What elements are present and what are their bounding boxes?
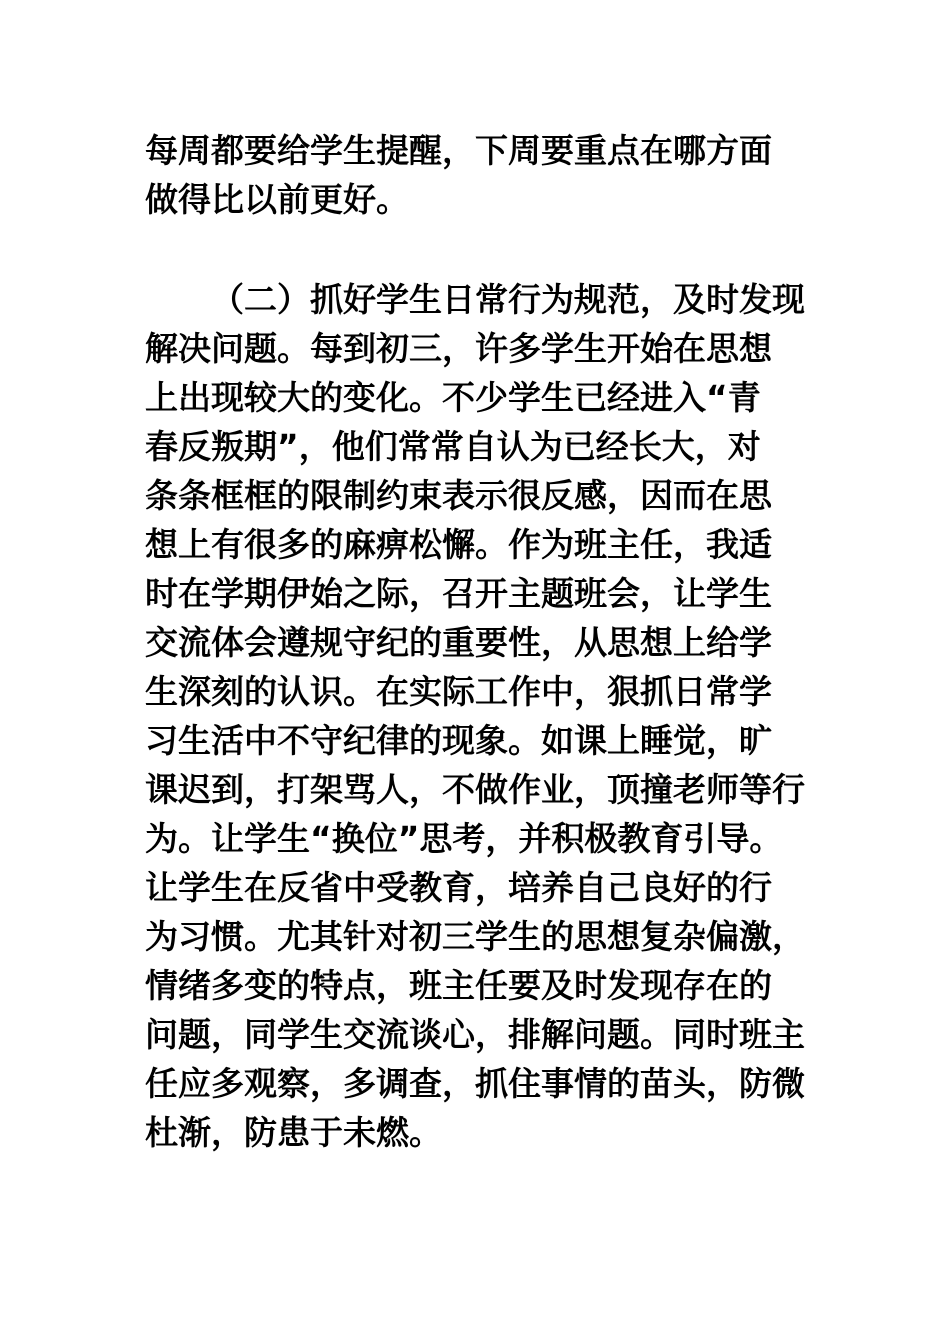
text-line: 条条框框的限制约束表示很反感，因而在思 xyxy=(145,476,772,515)
text-line: 情绪多变的特点，班主任要及时发现存在的 xyxy=(145,966,772,1005)
text-line: 任应多观察，多调查，抓住事情的苗头，防微 xyxy=(145,1064,805,1103)
text-line: 为习惯。尤其针对初三学生的思想复杂偏激， xyxy=(145,917,805,956)
text-line: 问题，同学生交流谈心，排解问题。同时班主 xyxy=(145,1015,805,1054)
text-line: （二）抓好学生日常行为规范，及时发现 xyxy=(211,280,805,319)
text-line: 为。让学生“换位”思考，并积极教育引导。 xyxy=(145,819,783,858)
text-line: 杜渐，防患于未燃。 xyxy=(145,1113,442,1152)
text-line: 课迟到，打架骂人，不做作业，顶撞老师等行 xyxy=(145,770,805,809)
text-line: 春反叛期”，他们常常自认为已经长大，对 xyxy=(145,427,761,466)
text-line: 想上有很多的麻痹松懈。作为班主任，我适 xyxy=(145,525,772,564)
text-line: 交流体会遵规守纪的重要性，从思想上给学 xyxy=(145,623,772,662)
paragraph-1 xyxy=(145,126,825,224)
text-line: 时在学期伊始之际，召开主题班会，让学生 xyxy=(145,574,772,613)
text-line: 上出现较大的变化。不少学生已经进入“青 xyxy=(145,378,761,417)
text-line: 生深刻的认识。在实际工作中，狠抓日常学 xyxy=(145,672,772,711)
text-line: 做得比以前更好。 xyxy=(145,180,409,219)
text-line: 让学生在反省中受教育，培养自己良好的行 xyxy=(145,868,772,907)
paragraph-2 xyxy=(145,275,825,1157)
text-line: 解决问题。每到初三，许多学生开始在思想 xyxy=(145,329,772,368)
text-line: 习生活中不守纪律的现象。如课上睡觉，旷 xyxy=(145,721,772,760)
text-line: 每周都要给学生提醒，下周要重点在哪方面 xyxy=(145,131,772,170)
